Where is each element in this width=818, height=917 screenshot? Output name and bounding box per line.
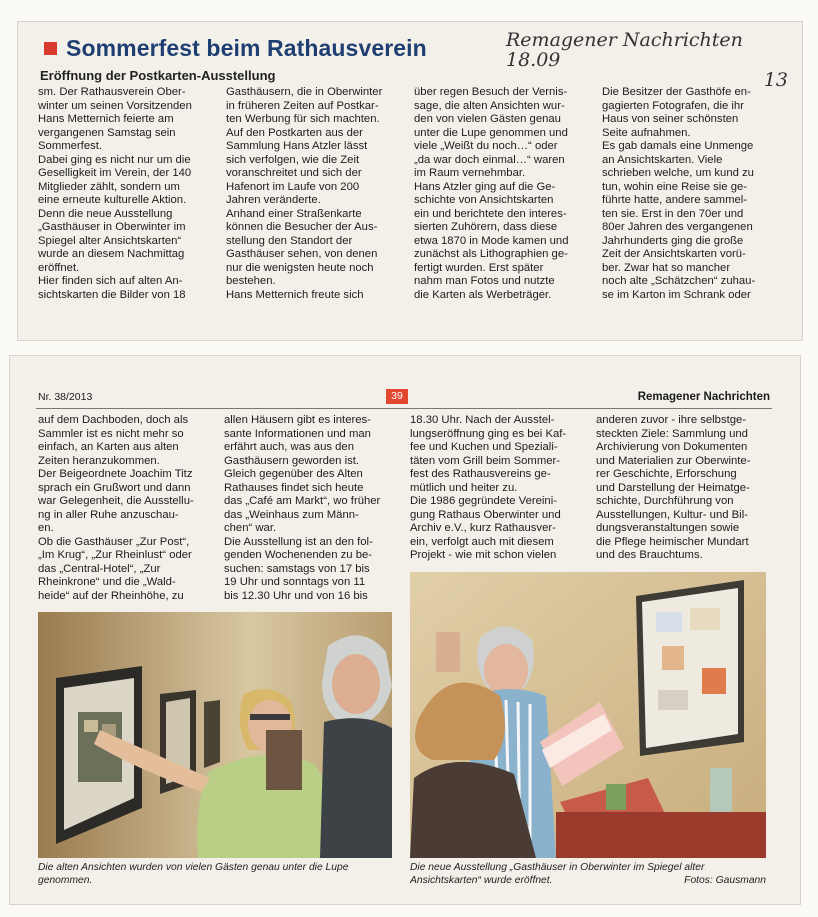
photo-caption-left: Die alten Ansichten wurden von vielen Gästen genau unter die Lupe genommen. [38,862,349,886]
text-column: anderen zuvor - ihre selbstge- steckten Ziele: Sammlung und Archivierung von Dokumenten und Materialien zur Oberwinte- rer Geschichte, Erforschung und Darstellung der Heimatge- schichte, Durchführung von Ausstellungen, Kultur- und Bil- dungsveranstaltungen sowie die Pflege heimischer Mundart und des Brauchtums. [596,414,751,561]
photo-caption-right [410,862,766,887]
issue-number: Nr. 38/2013 [38,391,93,403]
top-clipping [18,22,802,340]
newspaper-name: Remagener Nachrichten [637,391,770,403]
article-headline [44,35,427,62]
text-column: auf dem Dachboden, doch als Sammler ist es nicht mehr so einfach, an Karten aus alten Zeiten heranzukommen. Der Beigeordnete Joachim Titz sprach ein Grußwort und dann war Gelegenheit, die Ausstellu- ng in aller Ruhe anzuschau- en. Ob die Gasthäuser „Zur Post“, „Im Krug“, „Zur Rheinlust“ oder das „Central-Hotel“, „Zur Rheinkrone“ und die „Wald- heide“ auf der Rheinhöhe, zu [38,414,194,602]
text-column: Die Besitzer der Gasthöfe en- gagierten Fotografen, die ihr Haus von seiner schönsten Seite aufnahmen. Es gab damals eine Unmenge an Ansichtskarten. Viele schrieben welche, um kund zu tun, wohin eine Reise sie ge- führte hatte, andere sammel- ten sie. Erst in den 70er und 80er Jahren des vergangenen Jahrhunderts ging die große Zeit der Ansichtskarten vorü- ber. Zwar hat so mancher noch alte „Schätzchen“ zuhau- se im Karton im Schrank oder [602,86,756,301]
handwritten-note [506,30,796,90]
caption-right-text: Die neue Ausstellung „Gasthäuser in Oberwinter im Spiegel alter Ansichtskarten“ wurde eröffnet. [410,862,705,886]
photo-visitors-with-postcards [410,572,766,858]
headline-text: Sommerfest beim Rathausverein [66,35,427,61]
red-square-marker [44,42,57,55]
text-column: sm. Der Rathausverein Ober- winter um seinen Vorsitzenden Hans Metternich feierte am vergangenen Samstag sein Sommerfest. Dabei ging es nicht nur um die Geselligkeit im Verein, der 140 Mitglieder zählt, sondern um eine erneute kulturelle Aktion. Denn die neue Ausstellung „Gasthäuser in Oberwinter im Spiegel alter Ansichtskarten“ wurde an diesem Nachmittag eröffnet. Hier finden sich auf alten An- sichtskarten die Bilder von 18 [38,86,192,301]
photo-credit: Fotos: Gausmann [684,874,766,886]
handwritten-year: 13 [763,69,788,91]
text-column: Gasthäusern, die in Oberwinter in früheren Zeiten auf Postkar- ten Werbung für sich machten. Auf den Postkarten aus der Sammlung Hans Atzler lässt sich verfolgen, wie die Zeit voranschreitet und sich der Hafenort im Laufe von 200 Jahren veränderte. Anhand einer Straßenkarte können die Besucher der Aus- stellung den Standort der Gasthäuser sehen, von denen nur die wenigsten heute noch bestehen. Hans Metternich freute sich [226,86,383,301]
header-divider [36,408,772,409]
bottom-clipping [10,356,800,904]
handwritten-source-date: Remagener Nachrichten 18.09 [506,29,743,71]
text-column: 18.30 Uhr. Nach der Ausstel- lungseröffnung ging es bei Kaf- fee und Kuchen und Speziali- täten vom Grill beim Sommer- fest des Rathausvereins ge- mütlich und heiter zu. Die 1986 gegründete Vereini- gung Rathaus Oberwinter und Archiv e.V., kurz Rathausver- ein, verfolgt auch mit diesem Projekt - wie mit schon vielen [410,414,567,561]
page-number: 39 [386,389,408,404]
text-column: allen Häusern gibt es interes- sante Informationen und man erfährt auch, was aus den Gasthäusern geworden ist. Gleich gegenüber des Alten Rathauses findet sich heute das „Café am Markt“, wo früher das „Weinhaus zum Männ- chen“ war. Die Ausstellung ist an den fol- genden Wochenenden zu be- suchen: samstags von 17 bis 19 Uhr und sonntags von 11 bis 12.30 Uhr und von 16 bis [224,414,381,602]
text-column: über regen Besuch der Vernis- sage, die alten Ansichten wur- den von vielen Gästen genau unter die Lupe genommen und viele „Weißt du noch…“ oder „da war doch einmal…“ waren im Raum vernehmbar. Hans Atzler ging auf die Ge- schichte von Ansichtskarten ein und berichtete den interes- sierten Zuhörern, dass diese etwa 1870 in Mode kamen und zunächst als Lithographien ge- fertigt wurden. Erst später nahm man Fotos und nutzte die Karten als Werbeträger. [414,86,569,301]
article-subheadline: Eröffnung der Postkarten-Ausstellung [40,68,276,83]
photo-visitors-viewing-postcards [38,612,392,858]
